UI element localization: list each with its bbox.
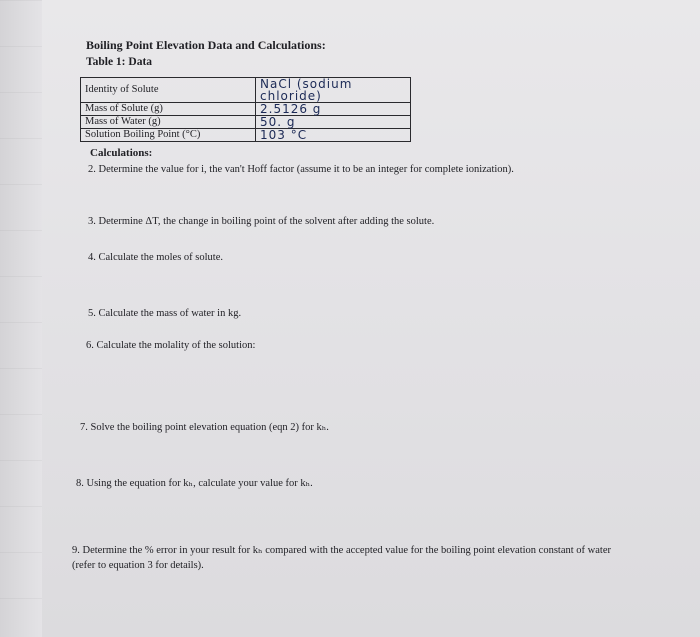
table-row: [81, 103, 411, 116]
row-value: 2.5126 g: [256, 103, 411, 116]
question-3: 3. Determine ΔT, the change in boiling point of the solvent after adding the solute.: [88, 216, 435, 227]
row-label: Identity of Solute: [81, 78, 256, 103]
row-value: 50. g: [256, 116, 411, 129]
question-9: 9. Determine the % error in your result for kₕ compared with the accepted value for the boiling point elevation constant of water (refer to equation 3 for details).: [72, 545, 611, 571]
question-6: 6. Calculate the molality of the solution:: [86, 340, 256, 351]
question-8: 8. Using the equation for kₕ, calculate your value for kₕ.: [76, 478, 313, 489]
table-row: [81, 116, 411, 129]
calculations-heading: Calculations:: [90, 147, 153, 159]
page-heading: Boiling Point Elevation Data and Calculations:: [86, 38, 326, 52]
question-5: 5. Calculate the mass of water in kg.: [88, 308, 242, 319]
row-label: Mass of Solute (g): [81, 103, 256, 116]
data-table: [80, 77, 411, 142]
table-row: [81, 78, 411, 103]
question-4: 4. Calculate the moles of solute.: [88, 252, 224, 263]
question-7: 7. Solve the boiling point elevation equation (eqn 2) for kₕ.: [80, 422, 329, 433]
question-2: 2. Determine the value for i, the van't Hoff factor (assume it to be an integer for complete ionization).: [88, 164, 514, 175]
row-value: NaCl (sodium chloride): [256, 78, 411, 103]
row-label: Mass of Water (g): [81, 116, 256, 129]
table-title: Table 1: Data: [86, 56, 153, 68]
table-row: [81, 129, 411, 142]
row-value: 103 °C: [256, 129, 411, 142]
row-label: Solution Boiling Point (°C): [81, 129, 256, 142]
